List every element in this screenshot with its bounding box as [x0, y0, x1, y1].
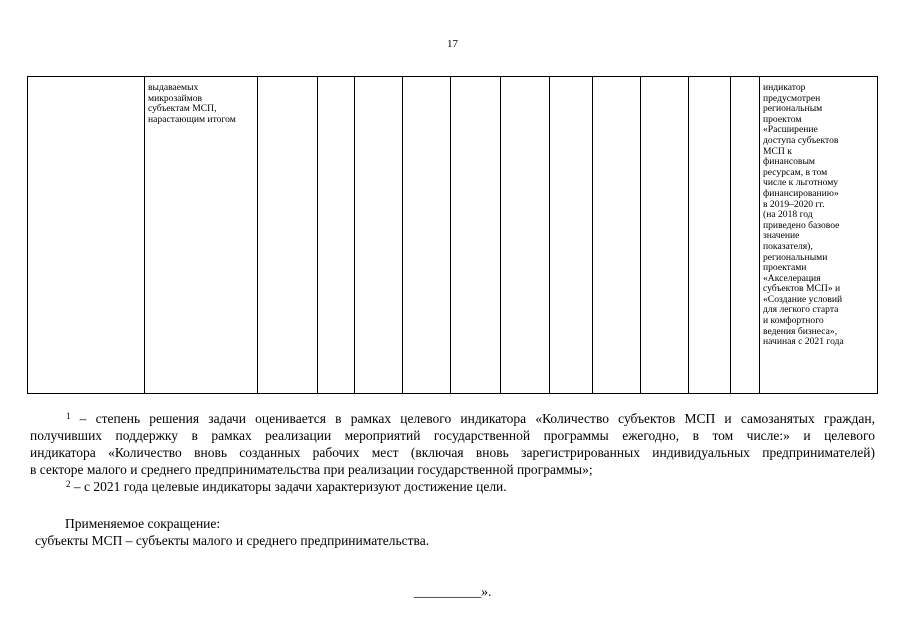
- footnote-2: [30, 478, 875, 495]
- indicator-table: [27, 76, 878, 394]
- abbreviation-heading: Применяемое сокращение:: [65, 516, 221, 531]
- note-line: значение: [763, 230, 800, 242]
- note-line: ресурсам, в том: [763, 166, 828, 178]
- footnote-line: [30, 410, 875, 427]
- note-line: и комфортного: [763, 315, 824, 327]
- note-line: региональным: [763, 103, 823, 115]
- footnote-text: – с 2021 года целевые индикаторы задачи характеризуют достижение цели.: [70, 479, 507, 494]
- abbreviation-text: субъекты МСП – субъекты малого и среднего предпринимательства.: [35, 533, 430, 548]
- note-line: ведения бизнеса»,: [763, 325, 838, 337]
- note-line: финансовым: [763, 156, 815, 168]
- note-line: начиная с 2021 года: [763, 336, 844, 348]
- note-line: «Расширение: [763, 124, 818, 136]
- indicator-name-line: микрозаймов: [148, 92, 203, 104]
- table-row: [28, 77, 878, 394]
- abbreviation-section: [35, 515, 865, 549]
- note-line: проектами: [763, 262, 807, 274]
- note-line: МСП к: [763, 145, 792, 157]
- table-cell-note: [760, 77, 878, 394]
- note-line: проектом: [763, 113, 802, 125]
- footnotes: [30, 410, 875, 495]
- footnote-marker: 1: [66, 411, 71, 421]
- footnote-line: в секторе малого и среднего предпринимательства при реализации государственной программы»;: [30, 462, 593, 477]
- footnote-line: получивших поддержку в рамках реализации мероприятий государственной программы ежегодно, в том числе:» и целевого: [30, 428, 875, 443]
- closing-mark: __________».: [413, 584, 492, 599]
- table-cell-value: [355, 77, 403, 394]
- note-line: региональными: [763, 251, 828, 263]
- table-cell-value: [403, 77, 451, 394]
- table-cell-value: [451, 77, 501, 394]
- table-cell-value: [689, 77, 731, 394]
- table-cell-number: [28, 77, 145, 394]
- note-line: «Акселерация: [763, 272, 821, 284]
- note-line: доступа субъектов: [763, 134, 839, 146]
- table-cell-value: [318, 77, 355, 394]
- table-cell-value: [258, 77, 318, 394]
- note-line: числе к льготному: [763, 177, 839, 189]
- page-number: 17: [447, 38, 458, 50]
- table-cell-value: [550, 77, 593, 394]
- footnote-marker: 2: [66, 479, 71, 489]
- footnote-text: – степень решения задачи оценивается в рамках целевого индикатора «Количество субъектов МСП и самозанятых граждан,: [70, 411, 875, 426]
- indicator-name-line: выдаваемых: [148, 82, 199, 93]
- indicator-name-line: нарастающим итогом: [148, 113, 236, 125]
- table-cell-value: [593, 77, 641, 394]
- note-line: индикатор: [763, 82, 806, 93]
- footnote-1: [30, 410, 875, 478]
- note-line: показателя),: [763, 240, 813, 252]
- note-line: приведено базовое: [763, 219, 840, 231]
- note-line: финансированию»: [763, 187, 839, 199]
- table-cell-value: [501, 77, 550, 394]
- note-line: в 2019–2020 гг.: [763, 198, 825, 210]
- note-line: предусмотрен: [763, 92, 821, 104]
- note-line: (на 2018 год: [763, 209, 813, 221]
- note-line: субъектов МСП» и: [763, 283, 841, 295]
- footnote-line: индикатора «Количество вновь созданных рабочих мест (включая вновь зарегистрированных индивидуальных предпринимателей): [30, 445, 875, 460]
- note-line: для легкого старта: [763, 304, 839, 316]
- table-cell-value: [641, 77, 689, 394]
- indicator-name-line: субъектам МСП,: [148, 103, 217, 115]
- note-line: «Создание условий: [763, 293, 843, 305]
- table-cell-value: [731, 77, 760, 394]
- table-cell-indicator-name: [145, 77, 258, 394]
